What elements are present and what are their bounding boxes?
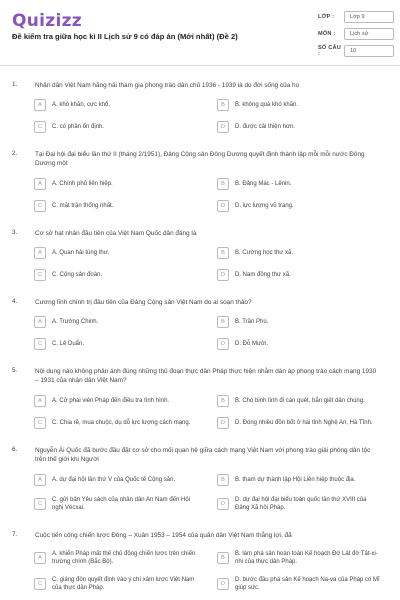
question-number: 6.: [12, 446, 18, 453]
option-b[interactable]: [217, 550, 381, 566]
option-c[interactable]: [34, 417, 198, 429]
question-6: [12, 446, 388, 524]
option-c[interactable]: [34, 121, 198, 133]
option-d[interactable]: [217, 269, 381, 281]
option-letter: A: [34, 395, 46, 407]
option-letter: A: [34, 316, 46, 328]
option-text: C. Chia rẽ, mua chuộc, dụ dỗ lực lượng cách mạng.: [52, 419, 191, 426]
option-a[interactable]: [34, 395, 198, 407]
option-text: D. Đỗ Mười.: [235, 340, 268, 347]
option-letter: D: [217, 578, 229, 590]
question-text: Nhân dân Việt Nam hăng hái tham gia phong trào dân chủ 1936 - 1939 là do đời sống của họ: [35, 82, 300, 89]
option-text: C. giáng đòn quyết định vào ý chí xâm lược Việt Nam của thực dân Pháp.: [52, 577, 195, 592]
question-2: [12, 150, 388, 220]
option-letter: C: [34, 200, 46, 212]
question-number: 4.: [12, 298, 18, 305]
question-number: 3.: [12, 229, 18, 236]
question-text: Cương lĩnh chính trị đầu tiên của Đảng Cộng sản Việt Nam do ai soạn thảo?: [35, 299, 252, 306]
option-letter: A: [34, 552, 46, 564]
option-d[interactable]: [217, 576, 381, 592]
option-text: C. Lê Duẩn.: [52, 340, 85, 347]
option-text: A. khiến Pháp mất thế chủ động chiến lược trên chiến trường chính (Bắc Bộ).: [52, 551, 196, 566]
option-text: B. Cường học thư xã.: [235, 249, 293, 256]
question-number: 1.: [12, 81, 18, 88]
option-letter: C: [34, 121, 46, 133]
meta-class: [318, 10, 394, 24]
option-text: B. tham dự thành lập Hội Liên hiệp thuộc địa.: [235, 476, 356, 483]
option-b[interactable]: [217, 99, 381, 111]
meta-count-value: 10: [344, 45, 394, 57]
option-text: C. mặt trận thống nhất.: [52, 202, 114, 209]
option-text: D. Đóng nhiều đồn bốt ở hai tỉnh Nghệ An, Hà Tĩnh.: [235, 419, 373, 426]
question-text: Nội dung nào không phản ánh đúng những thủ đoạn thực dân Pháp thực hiện nhằm dàn áp phong trào cách mạng 1930 – 1931 của nhân dân Việt Nam?: [35, 368, 377, 385]
option-letter: C: [34, 269, 46, 281]
option-a[interactable]: [34, 550, 198, 566]
option-text: D. Nam đồng thư xã.: [235, 271, 291, 278]
option-letter: C: [34, 578, 46, 590]
option-text: B. không quá khó khăn.: [235, 101, 299, 108]
option-letter: C: [34, 417, 46, 429]
meta-subject: [318, 27, 394, 41]
meta-class-value: Lớp 9: [344, 11, 394, 23]
question-5: [12, 367, 388, 437]
option-letter: A: [34, 178, 46, 190]
quizizz-logo: Quizizz: [12, 11, 82, 31]
page-header: [0, 0, 400, 66]
option-letter: B: [217, 552, 229, 564]
question-7: [12, 531, 388, 599]
option-letter: D: [217, 121, 229, 133]
option-text: D. được cải thiện hơn.: [235, 123, 295, 130]
question-number: 7.: [12, 531, 18, 538]
option-d[interactable]: [217, 417, 381, 429]
option-d[interactable]: [217, 496, 381, 512]
question-number: 5.: [12, 367, 18, 374]
option-text: A. Trường Chinh.: [52, 318, 99, 325]
meta-panel: [318, 10, 394, 61]
option-a[interactable]: [34, 247, 198, 259]
question-text: Tại Đại hội đại biểu lần thứ II (tháng 2/1951), Đảng Cộng sản Đông Dương quyết định thành lập mỗi mỗi nước Đông Dương một: [35, 151, 365, 168]
option-a[interactable]: [34, 99, 198, 111]
option-letter: A: [34, 474, 46, 486]
option-d[interactable]: [217, 338, 381, 350]
question-1: [12, 81, 388, 141]
option-letter: B: [217, 178, 229, 190]
option-c[interactable]: [34, 200, 198, 212]
option-d[interactable]: [217, 121, 381, 133]
option-letter: D: [217, 417, 229, 429]
option-b[interactable]: [217, 247, 381, 259]
option-letter: D: [217, 338, 229, 350]
option-text: B. Cho binh lính đi càn quét, bắn giết dân chúng.: [235, 397, 365, 404]
option-a[interactable]: [34, 178, 198, 190]
option-c[interactable]: [34, 496, 198, 512]
meta-subject-value: Lịch sử: [344, 28, 394, 40]
option-b[interactable]: [217, 316, 381, 328]
option-letter: C: [34, 338, 46, 350]
option-text: C. Cộng sản đoàn.: [52, 271, 103, 278]
option-text: C. gửi bản Yêu sách của nhân dân An Nam đến Hội nghị Vécxai.: [52, 497, 190, 512]
option-b[interactable]: [217, 178, 381, 190]
option-text: A. Chính phủ liên hiệp.: [52, 180, 113, 187]
meta-class-label: LỚP :: [318, 14, 335, 20]
option-letter: B: [217, 395, 229, 407]
option-letter: D: [217, 498, 229, 510]
question-4: [12, 298, 388, 358]
question-text: Nguyễn Ái Quốc đã bước đầu đặt cơ sở cho mối quan hệ giữa cách mạng Việt Nam với phong trào giải phóng dân tộc trên thế giới khi Người: [35, 447, 371, 464]
option-c[interactable]: [34, 576, 198, 592]
option-b[interactable]: [217, 474, 381, 486]
option-letter: D: [217, 269, 229, 281]
option-d[interactable]: [217, 200, 381, 212]
page-title: Đề kiểm tra giữa học kì II Lịch sử 9 có đáp án (Mới nhất) (Đề 2): [12, 32, 238, 41]
option-text: B. làm phá sản hoàn toàn Kế hoạch Đờ Lát đờ Tát-xi-nhi của thực dân Pháp.: [235, 551, 378, 566]
option-letter: B: [217, 316, 229, 328]
option-text: A. dự đại hội lần thứ V của Quốc tế Cộng sản.: [52, 476, 176, 483]
question-text: Cơ sở hạt nhân đầu tiên của Việt Nam Quốc dân đảng là: [35, 230, 197, 237]
question-3: [12, 229, 388, 289]
option-text: D. bước đầu phá sản Kế hoạch Na-va của Pháp có Mĩ giúp sức.: [235, 577, 380, 592]
question-number: 2.: [12, 150, 18, 157]
option-letter: A: [34, 247, 46, 259]
option-letter: C: [34, 498, 46, 510]
option-text: A. Quan hải tùng thư.: [52, 249, 110, 256]
option-letter: D: [217, 200, 229, 212]
option-text: D. dự đại hội đại biểu toàn quốc lần thứ XVIII của Đảng Xã hội Pháp.: [235, 497, 367, 512]
meta-count-label: SỐ CÂU :: [318, 45, 341, 57]
option-text: C. có phần ổn định.: [52, 123, 105, 130]
option-c[interactable]: [34, 269, 198, 281]
option-text: A. khó khăn, cực khổ.: [52, 101, 111, 108]
option-text: A. Cử phái viên Pháp đến điều tra tình hình.: [52, 397, 170, 404]
option-a[interactable]: [34, 316, 198, 328]
option-letter: B: [217, 99, 229, 111]
option-c[interactable]: [34, 338, 198, 350]
option-letter: B: [217, 247, 229, 259]
question-text: Cuộc tiến công chiến lược Đông – Xuân 1953 – 1954 của quân dân Việt Nam thắng lợi, đã: [35, 532, 292, 539]
option-text: D. lực lượng vũ trang.: [235, 202, 294, 209]
option-letter: A: [34, 99, 46, 111]
meta-subject-label: MÔN :: [318, 31, 336, 37]
option-letter: B: [217, 474, 229, 486]
meta-count: [318, 44, 394, 58]
option-a[interactable]: [34, 474, 198, 486]
option-text: B. Trần Phú.: [235, 318, 269, 325]
option-text: B. Đảng Mác - Lênin.: [235, 180, 292, 187]
option-b[interactable]: [217, 395, 381, 407]
